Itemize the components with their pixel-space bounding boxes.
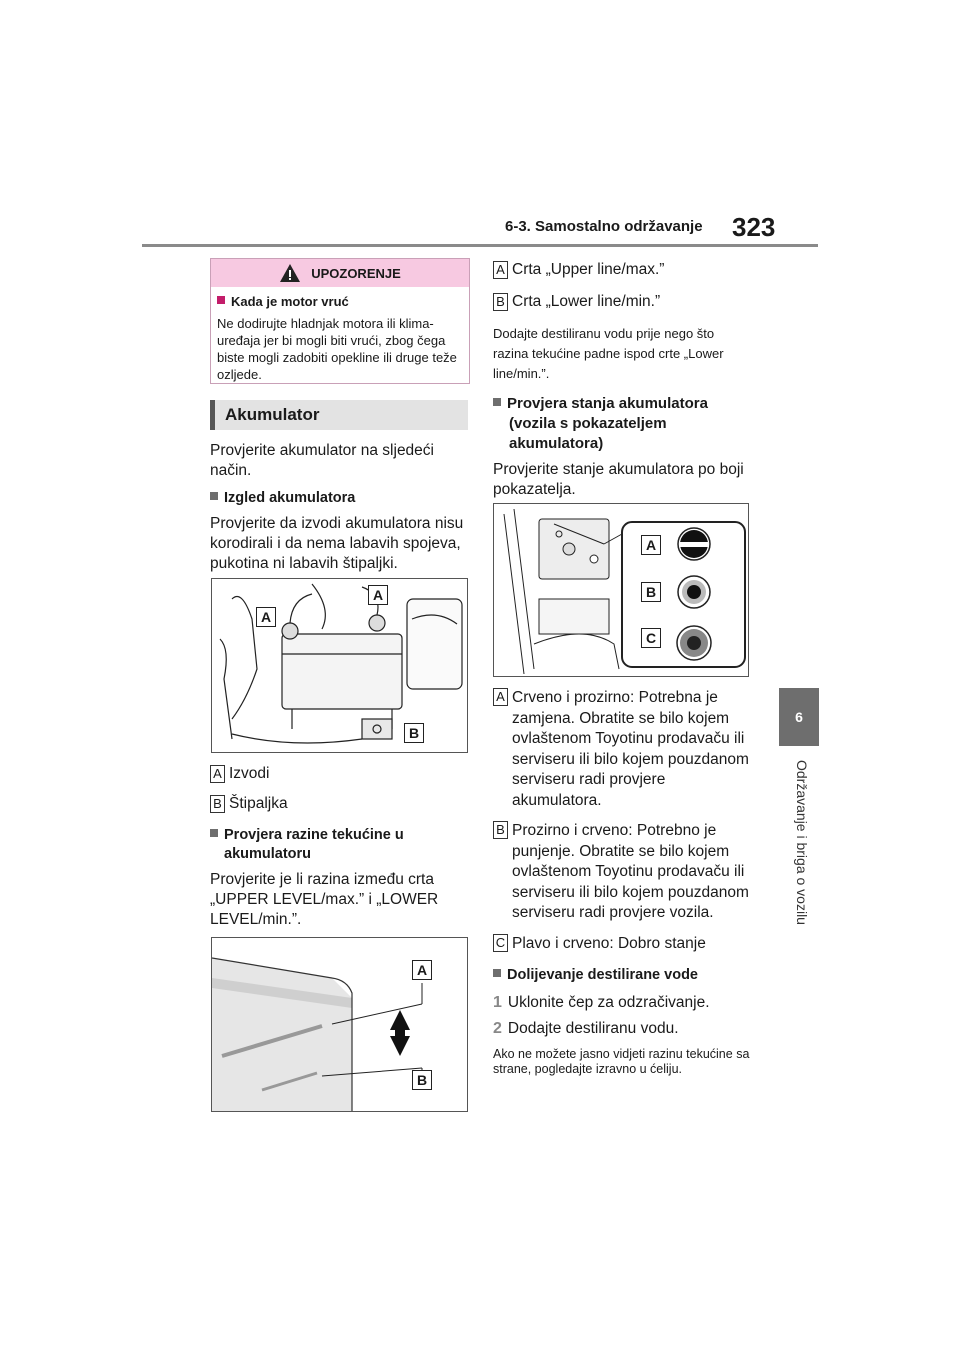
- figure-label-c: C: [641, 628, 661, 648]
- chapter-tab: 6: [779, 688, 819, 746]
- warning-title: UPOZORENJE: [311, 265, 401, 281]
- right-column-bottom: [493, 688, 751, 1077]
- legend-text: Izvodi: [229, 765, 270, 782]
- warning-triangle-icon: [279, 263, 301, 283]
- warning-bullet-icon: [217, 296, 225, 304]
- legend-key: B: [493, 821, 508, 839]
- legend-key: B: [210, 795, 225, 813]
- legend-text: Štipaljka: [229, 795, 288, 812]
- figure-label-a: A: [412, 960, 432, 980]
- warning-subtitle: Kada je motor vruć: [231, 294, 349, 309]
- legend-text: Plavo i crveno: Dobro stanje: [512, 934, 706, 952]
- bullet-text: Provjerite je li razina između crta „UPPER LEVEL/max.” i „LOWER LEVEL/min.”.: [210, 871, 439, 928]
- fluid-level-figure: [211, 937, 468, 1112]
- chapter-title: Održavanje i briga o vozilu: [794, 760, 810, 925]
- figure-label-a: A: [256, 607, 276, 627]
- intro-text: Provjerite akumulator na sljedeći način.: [210, 442, 434, 479]
- legend-text: Crta „Lower line/min.”: [512, 293, 661, 310]
- legend-key: A: [210, 765, 225, 783]
- page-number: 323: [732, 212, 776, 242]
- step-number: 2: [493, 1019, 502, 1037]
- battery-figure: [211, 578, 468, 753]
- warning-box: [210, 258, 470, 384]
- figure-label-b: B: [641, 582, 661, 602]
- bullet-square-icon: [493, 398, 501, 406]
- legend-key: A: [493, 261, 508, 279]
- left-column-bottom: [210, 764, 470, 930]
- section-heading: Akumulator: [210, 400, 468, 430]
- bullet-square-icon: [493, 969, 501, 977]
- legend-key: A: [493, 688, 508, 706]
- bullet-title: Izgled akumulatora: [224, 490, 356, 506]
- warning-header: [211, 259, 469, 287]
- bullet-title: Provjera stanja akumulatora (vozila s pokazateljem akumulatora): [507, 395, 708, 452]
- legend-text: Crveno i prozirno: Potrebna je zamjena. Obratite se bilo kojem ovlaštenom Toyotinu prodavaču ili serviseru ili bilo kojem pouzdanom serviseru radi provjere akumulatora.: [512, 689, 749, 809]
- battery-illustration: [212, 579, 468, 753]
- legend-key: B: [493, 293, 508, 311]
- legend-key: C: [493, 934, 508, 952]
- bullet-square-icon: [210, 492, 218, 500]
- section-title: 6-3. Samostalno održavanje: [505, 218, 703, 235]
- legend-text: Prozirno i crveno: Potrebno je punjenje. Obratite se bilo kojem ovlaštenom Toyotinu prodavaču ili serviseru ili bilo kojem pouzdanom serviseru radi provjere vozila.: [512, 822, 749, 921]
- bullet-text: Provjerite da izvodi akumulatora nisu korodirali i da nema labavih spojeva, pukotina ni labavih štipaljki.: [210, 515, 464, 572]
- bullet-square-icon: [210, 829, 218, 837]
- step-text: Uklonite čep za odzračivanje.: [507, 993, 710, 1011]
- chapter-title-vertical: [762, 760, 842, 960]
- left-column-top: [210, 441, 470, 574]
- legend-text: Crta „Upper line/max.”: [512, 261, 665, 278]
- warning-text: Ne dodirujte hladnjak motora ili klima-uređaja jer bi mogli biti vrući, zbog čega biste mogli zadobiti opekline ili druge teže ozljede.: [217, 316, 457, 382]
- figure-label-b: B: [412, 1070, 432, 1090]
- header-divider: [142, 244, 818, 247]
- bullet-title: Dolijevanje destilirane vode: [507, 966, 698, 983]
- step-text: Dodajte destiliranu vodu.: [507, 1019, 679, 1037]
- bullet-title: Provjera razine tekućine u akumulatoru: [224, 827, 404, 862]
- figure-label-a: A: [368, 585, 388, 605]
- bullet-text: Provjerite stanje akumulatora po boji pokazatelja.: [493, 461, 744, 498]
- note-text: Ako ne možete jasno vidjeti razinu tekućine sa strane, pogledajte izravno u ćeliju.: [493, 1046, 750, 1076]
- step-number: 1: [493, 993, 502, 1011]
- figure-label-a: A: [641, 535, 661, 555]
- figure-label-b: B: [404, 723, 424, 743]
- battery-indicator-figure: [493, 503, 749, 677]
- note-text: Dodajte destiliranu vodu prije nego što razina tekućine padne ispod crte „Lower line/min.”.: [493, 326, 724, 381]
- indicator-illustration: [494, 504, 749, 677]
- right-column-top: [493, 260, 751, 500]
